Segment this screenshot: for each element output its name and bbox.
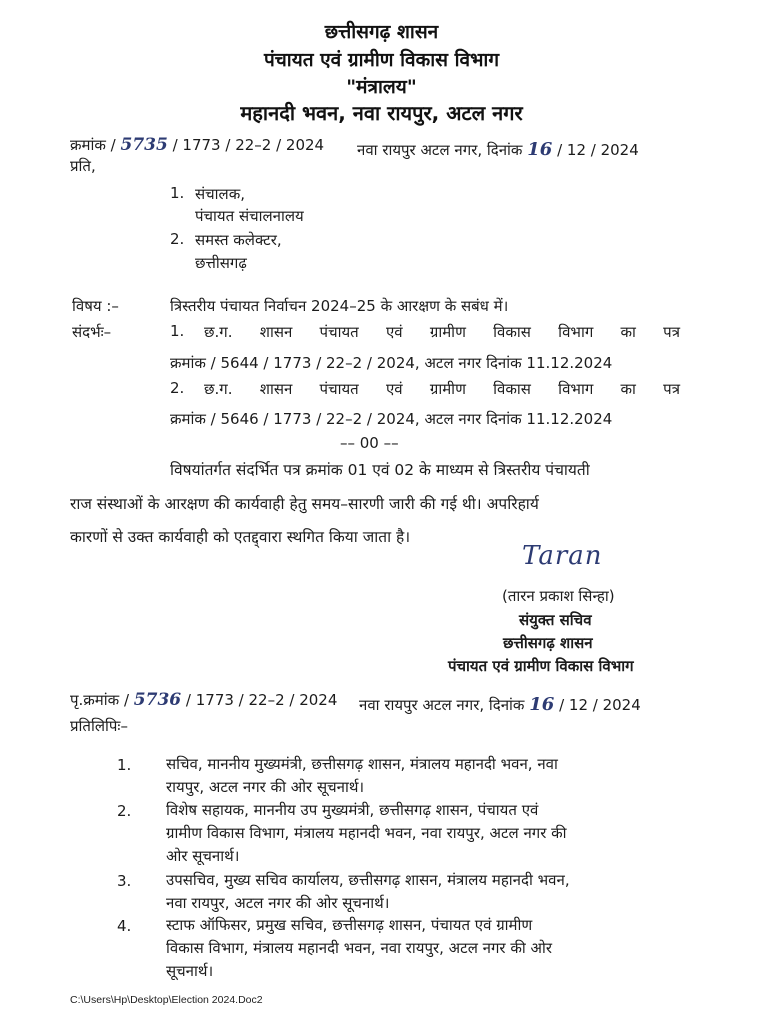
endorsement-date-rest: / 12 / 2024 — [559, 696, 641, 714]
copy-3-line-2: नवा रायपुर, अटल नगर की ओर सूचनार्थ। — [166, 894, 390, 912]
header-mantralaya: "मंत्रालय" — [346, 76, 417, 98]
endorsement-place: नवा रायपुर अटल नगर, दिनांक — [359, 696, 525, 714]
signatory-department: पंचायत एवं ग्रामीण विकास विभाग — [448, 657, 634, 675]
body-line-2: राज संस्थाओं के आरक्षण की कार्यवाही हेतु समय–सारणी जारी की गई थी। अपरिहार्य — [70, 495, 539, 513]
header-address: महानदी भवन, नवा रायपुर, अटल नगर — [240, 101, 523, 125]
order-handwritten-number: 5735 — [120, 135, 168, 155]
copy-4-line-1: स्टाफ ऑफिसर, प्रमुख सचिव, छत्तीसगढ़ शासन, पंचायत एवं ग्रामीण — [166, 916, 533, 934]
reference-2-line2: क्रमांक / 5646 / 1773 / 22–2 / 2024, अटल नगर दिनांक 11.12.2024 — [170, 410, 613, 428]
reference-1-line1: छ.ग. शासन पंचायत एवं ग्रामीण विकास विभाग का पत्र — [204, 323, 680, 341]
file-path: C:\Users\Hp\Desktop\Election 2024.Doc2 — [70, 994, 263, 1006]
header-government: छत्तीसगढ़ शासन — [324, 21, 439, 43]
recipient-2-number: 2. — [170, 230, 185, 248]
order-number-rest: / 1773 / 22–2 / 2024 — [172, 136, 325, 154]
header-department: पंचायत एवं ग्रामीण विकास विभाग — [263, 49, 500, 71]
copy-2-line-2: ग्रामीण विकास विभाग, मंत्रालय महानदी भवन, नवा रायपुर, अटल नगर की — [166, 824, 567, 842]
endorsement-handwritten-day: 16 — [529, 694, 555, 715]
copy-2-number: 2. — [117, 802, 132, 820]
reference-1-number: 1. — [170, 322, 185, 340]
copy-1-number: 1. — [117, 756, 132, 774]
endorsement-handwritten-number: 5736 — [133, 690, 182, 710]
recipient-1-line2: पंचायत संचालनालय — [195, 207, 304, 225]
copy-label: प्रतिलिपिः– — [70, 717, 128, 735]
recipient-2-line1: समस्त कलेक्टर, — [195, 231, 282, 249]
copy-1-line-1: सचिव, माननीय मुख्यमंत्री, छत्तीसगढ़ शासन, मंत्रालय महानदी भवन, नवा — [166, 755, 558, 773]
copy-2-line-3: ओर सूचनार्थ। — [166, 847, 240, 865]
subject-label: विषय :– — [72, 297, 119, 315]
order-number-line — [70, 135, 324, 155]
signatory-government: छत्तीसगढ़ शासन — [503, 634, 593, 652]
subject-text: त्रिस्तरीय पंचायत निर्वाचन 2024–25 के आरक्षण के सबंध में। — [170, 297, 509, 315]
order-date-rest: / 12 / 2024 — [557, 141, 639, 159]
order-handwritten-day: 16 — [527, 139, 553, 160]
copy-2-line-1: विशेष सहायक, माननीय उप मुख्यमंत्री, छत्तीसगढ़ शासन, पंचायत एवं — [166, 801, 539, 819]
copy-1-line-2: रायपुर, अटल नगर की ओर सूचनार्थ। — [166, 778, 365, 796]
recipient-1-line1: संचालक, — [195, 185, 246, 203]
endorsement-number-line — [70, 690, 337, 710]
copy-4-line-2: विकास विभाग, मंत्रालय महानदी भवन, नवा रायपुर, अटल नगर की ओर — [166, 939, 552, 957]
order-place: नवा रायपुर अटल नगर, दिनांक — [357, 141, 523, 159]
separator: –– 00 –– — [340, 434, 399, 452]
reference-1-line2: क्रमांक / 5644 / 1773 / 22–2 / 2024, अटल नगर दिनांक 11.12.2024 — [170, 354, 613, 372]
prati-label: प्रति, — [70, 157, 96, 175]
signatory-name: (तारन प्रकाश सिन्हा) — [502, 587, 615, 605]
reference-2-line1: छ.ग. शासन पंचायत एवं ग्रामीण विकास विभाग का पत्र — [204, 380, 680, 398]
endorsement-date-line — [359, 694, 641, 715]
copy-4-line-3: सूचनार्थ। — [166, 962, 214, 980]
recipient-2-line2: छत्तीसगढ़ — [195, 254, 247, 272]
recipient-1-number: 1. — [170, 184, 185, 202]
copy-4-number: 4. — [117, 917, 132, 935]
endorsement-label: पृ.क्रमांक / — [70, 691, 130, 709]
reference-label: संदर्भः– — [72, 323, 112, 341]
endorsement-number-rest: / 1773 / 22–2 / 2024 — [185, 691, 338, 709]
reference-2-number: 2. — [170, 379, 185, 397]
order-date-line — [357, 139, 639, 160]
signature-handwritten: Taran — [522, 541, 603, 571]
copy-3-number: 3. — [117, 872, 132, 890]
body-line-1: विषयांतर्गत संदर्भित पत्र क्रमांक 01 एवं 02 के माध्यम से त्रिस्तरीय पंचायती — [170, 461, 590, 479]
signatory-designation: संयुक्त सचिव — [519, 611, 592, 629]
copy-3-line-1: उपसचिव, मुख्य सचिव कार्यालय, छत्तीसगढ़ शासन, मंत्रालय महानदी भवन, — [166, 871, 570, 889]
body-line-3: कारणों से उक्त कार्यवाही को एतद्द्वारा स्थगित किया जाता है। — [70, 528, 411, 546]
order-label: क्रमांक / — [70, 136, 116, 154]
